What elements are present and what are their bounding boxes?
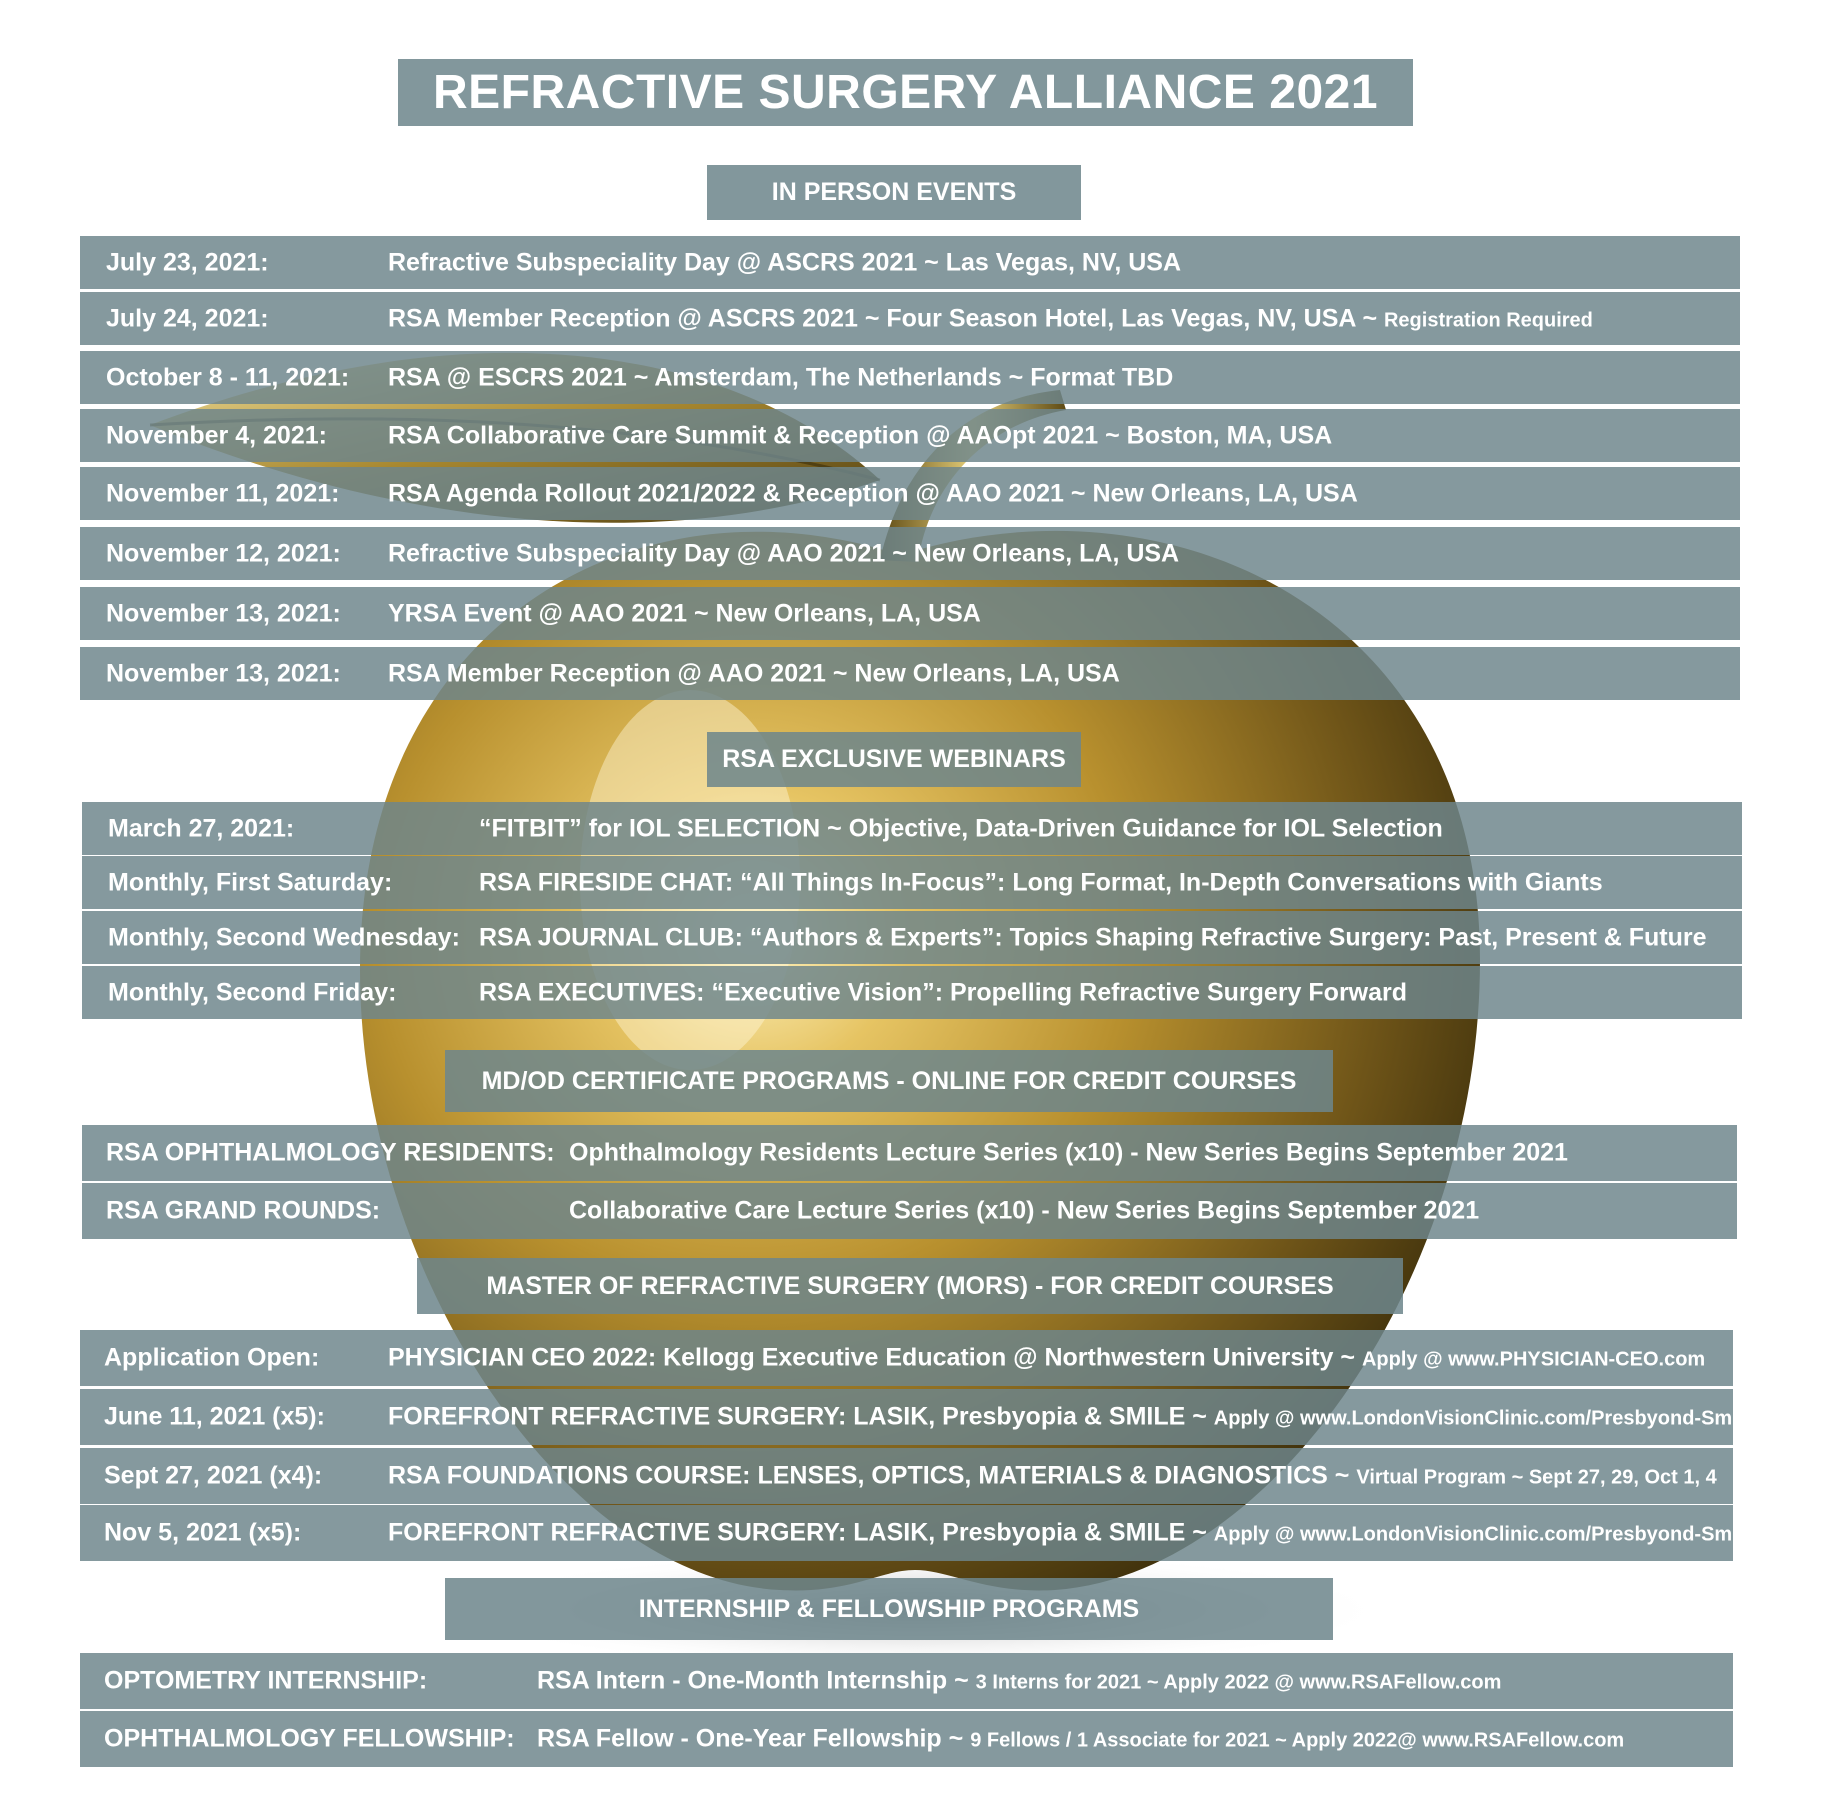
row-description [388, 659, 1120, 688]
row-label: Sept 27, 2021 (x4): [104, 1461, 323, 1490]
in-person-row [80, 467, 1740, 520]
in-person-row [80, 351, 1740, 404]
in-person-row [80, 647, 1740, 700]
row-description-main: RSA Member Reception @ ASCRS 2021 ~ Four Season Hotel, Las Vegas, NV, USA ~ [388, 304, 1384, 332]
row-description-main: RSA FIRESIDE CHAT: “All Things In-Focus”: Long Format, In-Depth Conversations with Giants [479, 868, 1603, 896]
row-label: OPTOMETRY INTERNSHIP: [104, 1666, 428, 1695]
row-description [388, 1344, 1705, 1373]
row-description-main: Ophthalmology Residents Lecture Series (x10) - New Series Begins September 2021 [569, 1138, 1568, 1167]
row-label: RSA GRAND ROUNDS: [106, 1196, 381, 1225]
row-description-main: Collaborative Care Lecture Series (x10) - New Series Begins September 2021 [569, 1196, 1480, 1225]
row-label: July 24, 2021: [106, 304, 269, 332]
row-description-main: FOREFRONT REFRACTIVE SURGERY: LASIK, Presbyopia & SMILE ~ [388, 1518, 1214, 1547]
row-description-main: RSA Intern - One-Month Internship ~ [537, 1666, 976, 1695]
row-label: Monthly, First Saturday: [108, 868, 393, 896]
row-description [388, 599, 981, 628]
row-description-note: 3 Interns for 2021 ~ Apply 2022 @ www.RSAFellow.com [975, 1671, 1502, 1694]
in-person-row [80, 587, 1740, 640]
row-description-note: Apply @ www.LondonVisionClinic.com/Presbyond-Smile-Course [1213, 1523, 1830, 1546]
row-description-main: YRSA Event @ AAO 2021 ~ New Orleans, LA, USA [388, 599, 981, 627]
row-description [388, 421, 1332, 450]
row-label: June 11, 2021 (x5): [104, 1402, 325, 1431]
row-description [479, 923, 1707, 952]
row-description-note: 9 Fellows / 1 Associate for 2021 ~ Apply 2022@ www.RSAFellow.com [970, 1729, 1625, 1752]
main-title: REFRACTIVE SURGERY ALLIANCE 2021 [398, 59, 1413, 126]
row-description [569, 1139, 1568, 1168]
webinars-row [82, 856, 1742, 909]
row-label: Monthly, Second Wednesday: [108, 923, 460, 951]
row-description [388, 1462, 1717, 1491]
row-label: Monthly, Second Friday: [108, 978, 397, 1006]
internship-section-heading: INTERNSHIP & FELLOWSHIP PROGRAMS [445, 1578, 1333, 1640]
certificate-row [82, 1125, 1737, 1181]
row-description-main: RSA Collaborative Care Summit & Reception @ AAOpt 2021 ~ Boston, MA, USA [388, 421, 1333, 449]
row-description-main: RSA Fellow - One-Year Fellowship ~ [537, 1724, 971, 1753]
row-description-note: Apply @ www.PHYSICIAN-CEO.com [1361, 1348, 1706, 1371]
row-label: Application Open: [104, 1343, 320, 1372]
row-description [388, 479, 1358, 508]
mors-row [80, 1448, 1733, 1504]
row-description-main: RSA FOUNDATIONS COURSE: LENSES, OPTICS, MATERIALS & DIAGNOSTICS ~ [388, 1461, 1357, 1490]
row-description-main: RSA @ ESCRS 2021 ~ Amsterdam, The Netherlands ~ Format TBD [388, 363, 1174, 391]
row-description [537, 1667, 1501, 1696]
webinars-section-heading: RSA EXCLUSIVE WEBINARS [707, 732, 1081, 787]
row-description-main: Refractive Subspeciality Day @ ASCRS 2021 ~ Las Vegas, NV, USA [388, 248, 1182, 276]
row-label: November 11, 2021: [106, 479, 340, 507]
row-description-note: Apply @ www.LondonVisionClinic.com/Presbyond-Smile-Course [1213, 1407, 1830, 1430]
certificate-row [82, 1183, 1737, 1239]
row-description-main: “FITBIT” for IOL SELECTION ~ Objective, Data-Driven Guidance for IOL Selection [479, 814, 1443, 842]
row-description [388, 304, 1593, 333]
webinars-row [82, 911, 1742, 964]
in-person-section-heading: IN PERSON EVENTS [707, 165, 1081, 220]
row-description [388, 248, 1181, 277]
row-description-main: Refractive Subspeciality Day @ AAO 2021 ~ New Orleans, LA, USA [388, 539, 1180, 567]
row-label: November 12, 2021: [106, 539, 341, 567]
mors-row [80, 1505, 1830, 1561]
row-description [388, 1403, 1830, 1432]
row-description [388, 539, 1179, 568]
row-label: November 13, 2021: [106, 599, 341, 627]
mors-row [80, 1389, 1830, 1445]
row-description-note: Registration Required [1383, 309, 1593, 331]
webinars-row [82, 802, 1742, 855]
internship-row [80, 1711, 1733, 1767]
webinars-row [82, 966, 1742, 1019]
mors-row [80, 1330, 1733, 1386]
in-person-row [80, 292, 1740, 345]
row-label: Nov 5, 2021 (x5): [104, 1518, 302, 1547]
row-description [479, 868, 1603, 897]
row-label: October 8 - 11, 2021: [106, 363, 350, 391]
row-description-main: RSA Member Reception @ AAO 2021 ~ New Orleans, LA, USA [388, 659, 1120, 687]
row-label: OPHTHALMOLOGY FELLOWSHIP: [104, 1724, 515, 1753]
row-description [479, 978, 1407, 1007]
row-description [479, 814, 1443, 843]
row-label: July 23, 2021: [106, 248, 269, 276]
in-person-row [80, 527, 1740, 580]
row-description [388, 363, 1173, 392]
row-description-main: RSA Agenda Rollout 2021/2022 & Reception @ AAO 2021 ~ New Orleans, LA, USA [388, 479, 1358, 507]
row-description-note: Virtual Program ~ Sept 27, 29, Oct 1, 4 [1356, 1466, 1717, 1489]
certificate-section-heading: MD/OD CERTIFICATE PROGRAMS - ONLINE FOR CREDIT COURSES [445, 1050, 1333, 1112]
row-label: November 13, 2021: [106, 659, 341, 687]
row-label: March 27, 2021: [108, 814, 295, 842]
row-description-main: RSA EXECUTIVES: “Executive Vision”: Propelling Refractive Surgery Forward [479, 978, 1408, 1006]
internship-row [80, 1653, 1733, 1709]
row-label: November 4, 2021: [106, 421, 327, 449]
in-person-row [80, 409, 1740, 462]
row-description [388, 1519, 1830, 1548]
row-description [537, 1725, 1624, 1754]
in-person-row [80, 236, 1740, 289]
row-description-main: RSA JOURNAL CLUB: “Authors & Experts”: Topics Shaping Refractive Surgery: Past, Present & Future [479, 923, 1707, 951]
row-description [569, 1197, 1479, 1226]
row-description-main: FOREFRONT REFRACTIVE SURGERY: LASIK, Presbyopia & SMILE ~ [388, 1402, 1214, 1431]
mors-section-heading: MASTER OF REFRACTIVE SURGERY (MORS) - FOR CREDIT COURSES [417, 1258, 1403, 1314]
row-description-main: PHYSICIAN CEO 2022: Kellogg Executive Education @ Northwestern University ~ [388, 1343, 1362, 1372]
row-label: RSA OPHTHALMOLOGY RESIDENTS: [106, 1138, 555, 1167]
